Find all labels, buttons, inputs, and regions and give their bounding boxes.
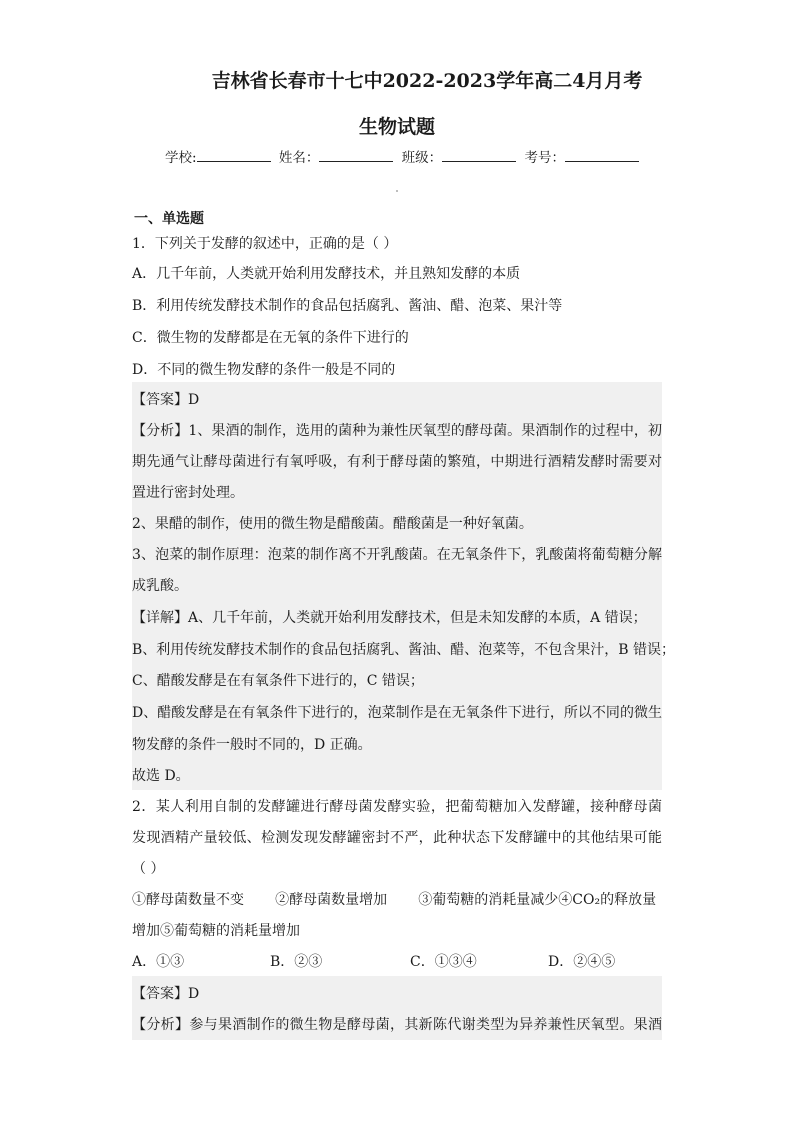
q2-stem-line: 发现酒精产量较低、检测发现发酵罐密封不严，此种状态下发酵罐中的其他结果可能	[132, 830, 662, 846]
q2-items-line: ①酵母菌数量不变 ②酵母菌数量增加 ③葡萄糖的消耗量减少④CO₂的释放量	[132, 892, 657, 908]
q1-option-d: D．不同的微生物发酵的条件一般是不同的	[132, 362, 396, 378]
school-label: 学校:	[165, 150, 197, 166]
q2-option-a: A．①③	[132, 954, 185, 970]
q1-detail-line: 【详解】A、几千年前，人类就开始利用发酵技术，但是未知发酵的本质，A 错误；	[132, 610, 647, 626]
q1-detail-line: B、利用传统发酵技术制作的食品包括腐乳、酱油、醋、泡菜等，不包含果汁，B 错误；	[132, 642, 676, 658]
q1-option-a: A．几千年前，人类就开始利用发酵技术，并且熟知发酵的本质	[132, 266, 521, 282]
q1-detail-line: C、醋酸发酵是在有氧条件下进行的，C 错误；	[132, 673, 424, 689]
q2-option-d: D．②④⑤	[548, 954, 616, 970]
document-subtitle: 生物试题	[358, 116, 435, 138]
q1-analysis-line: 期先通气让酵母菌进行有氧呼吸，有利于酵母菌的繁殖，中期进行酒精发酵时需要对	[132, 454, 662, 470]
document-title: 吉林省长春市十七中2022-2023学年高二4月月考	[211, 70, 643, 92]
decorative-dot	[396, 190, 398, 192]
exam-number-label: 考号：	[524, 150, 565, 166]
q2-stem-line: 2．某人利用自制的发酵罐进行酵母菌发酵实验，把葡萄糖加入发酵罐，接种酵母菌	[132, 799, 662, 815]
q2-items-line: 增加⑤葡萄糖的消耗量增加	[132, 923, 300, 939]
q1-detail-line: D、醋酸发酵是在有氧条件下进行的，泡菜制作是在无氧条件下进行，所以不同的微生	[132, 705, 662, 721]
q2-stem-line: （ ）	[132, 861, 165, 877]
q1-analysis-line: 3、泡菜的制作原理：泡菜的制作离不开乳酸菌。在无氧条件下，乳酸菌将葡萄糖分解	[132, 547, 662, 563]
q2-options	[132, 952, 662, 972]
q1-analysis-line: 【分析】1、果酒的制作，选用的菌种为兼性厌氧型的酵母菌。果酒制作的过程中，初	[132, 423, 662, 439]
q2-answer: 【答案】D	[132, 986, 200, 1002]
q1-option-c: C．微生物的发酵都是在无氧的条件下进行的	[132, 330, 409, 346]
q1-analysis-line: 2、果醋的制作，使用的微生物是醋酸菌。醋酸菌是一种好氧菌。	[132, 516, 533, 532]
q1-option-b: B．利用传统发酵技术制作的食品包括腐乳、酱油、醋、泡菜、果汁等	[132, 298, 563, 314]
exam-number-blank[interactable]	[565, 149, 639, 162]
q1-stem: 1．下列关于发酵的叙述中，正确的是（ ）	[132, 236, 398, 252]
q1-analysis-line: 置进行密封处理。	[132, 485, 244, 501]
q1-detail-line: 故选 D。	[132, 768, 190, 784]
q2-option-b: B．②③	[270, 954, 323, 970]
student-info-line	[165, 146, 643, 166]
section-title: 一、单选题	[134, 211, 204, 227]
school-blank[interactable]	[197, 149, 271, 162]
class-blank[interactable]	[442, 149, 516, 162]
q1-analysis-line: 成乳酸。	[132, 578, 188, 594]
q2-analysis-line: 【分析】参与果酒制作的微生物是酵母菌，其新陈代谢类型为异养兼性厌氧型。果酒	[132, 1017, 662, 1033]
class-label: 班级：	[401, 150, 443, 166]
name-blank[interactable]	[319, 149, 393, 162]
q2-option-c: C．①③④	[410, 954, 477, 970]
q1-answer: 【答案】D	[132, 392, 200, 408]
q1-detail-line: 物发酵的条件一般时不同的，D 正确。	[132, 737, 372, 753]
name-label: 姓名：	[278, 150, 320, 166]
